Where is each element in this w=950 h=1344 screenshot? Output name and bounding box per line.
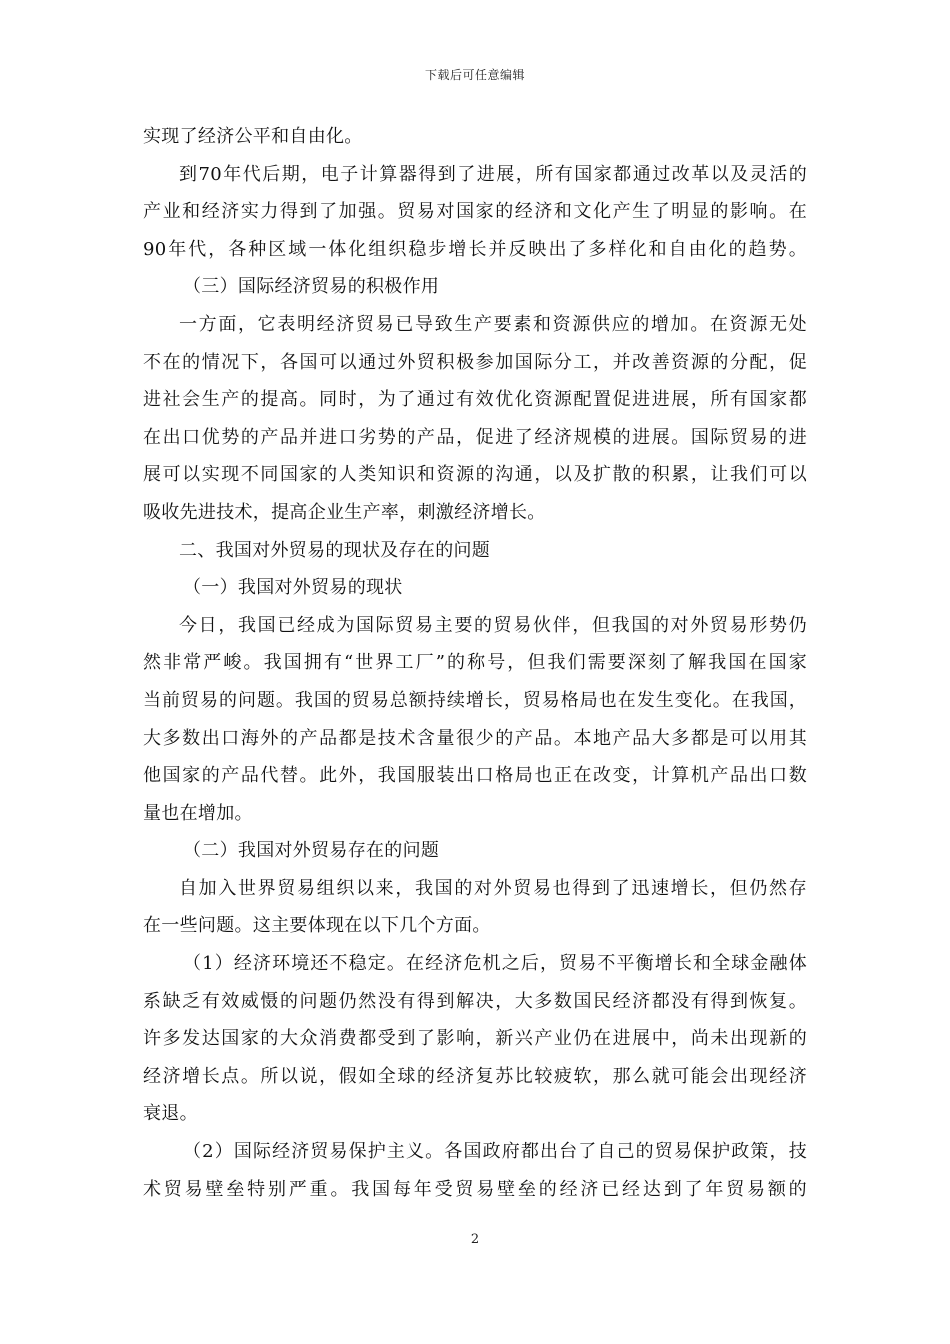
paragraph-line: 大多数出口海外的产品都是技术含量很少的产品。本地产品大多都是可以用其 [143,727,807,749]
paragraph-line: 在出口优势的产品并进口劣势的产品，促进了经济规模的进展。国际贸易的进 [143,426,807,448]
document-body [143,118,807,1208]
paragraph-line: 不在的情况下，各国可以通过外贸积极参加国际分工，并改善资源的分配，促 [143,351,807,373]
paragraph-line: 今日，我国已经成为国际贸易主要的贸易伙伴，但我国的对外贸易形势仍 [179,614,807,636]
paragraph-line: 当前贸易的问题。我国的贸易总额持续增长，贸易格局也在发生变化。在我国， [143,689,807,711]
paragraph-line: 产业和经济实力得到了加强。贸易对国家的经济和文化产生了明显的影响。在 [143,201,807,223]
page-header: 下载后可任意编辑 [424,68,525,82]
paragraph-line: 衰退。 [143,1103,198,1125]
section-heading: （一）我国对外贸易的现状 [183,577,403,599]
paragraph-line: 到70年代后期，电子计算器得到了进展，所有国家都通过改革以及灵活的 [179,163,807,185]
paragraph-line: 展可以实现不同国家的人类知识和资源的沟通，以及扩散的积累，让我们可以 [143,464,807,486]
paragraph-line: 系缺乏有效威慑的问题仍然没有得到解决，大多数国民经济都没有得到恢复。 [143,990,807,1012]
paragraph-line: 他国家的产品代替。此外，我国服装出口格局也正在改变，计算机产品出口数 [143,765,807,787]
paragraph-line: 术贸易壁垒特别严重。我国每年受贸易壁垒的经济已经达到了年贸易额的 [143,1178,807,1200]
paragraph-line: （1）经济环境还不稳定。在经济危机之后，贸易不平衡增长和全球金融体 [183,953,807,975]
page-number: 2 [470,1232,480,1247]
paragraph-line: 许多发达国家的大众消费都受到了影响，新兴产业仍在进展中，尚未出现新的 [143,1028,807,1050]
paragraph-line: 实现了经济公平和自由化。 [143,126,363,147]
paragraph-line: 量也在增加。 [143,802,253,824]
paragraph-line: 在一些问题。这主要体现在以下几个方面。 [143,915,491,937]
section-heading: （三）国际经济贸易的积极作用 [183,276,440,298]
paragraph-line: 进社会生产的提高。同时，为了通过有效优化资源配置促进进展，所有国家都 [143,389,807,411]
paragraph-line: 然非常严峻。我国拥有“世界工厂”的称号，但我们需要深刻了解我国在国家 [143,652,807,674]
paragraph-line: 一方面，它表明经济贸易已导致生产要素和资源供应的增加。在资源无处 [179,313,807,335]
section-heading: 二、我国对外贸易的现状及存在的问题 [179,539,491,561]
paragraph-line: 吸收先进技术，提高企业生产率，刺激经济增长。 [143,501,546,523]
paragraph-line: （2）国际经济贸易保护主义。各国政府都出台了自己的贸易保护政策，技 [183,1141,807,1163]
paragraph-line: 90年代，各种区域一体化组织稳步增长并反映出了多样化和自由化的趋势。 [143,238,807,260]
paragraph-line: 自加入世界贸易组织以来，我国的对外贸易也得到了迅速增长，但仍然存 [179,877,807,899]
paragraph-line: 经济增长点。所以说，假如全球的经济复苏比较疲软，那么就可能会出现经济 [143,1065,807,1087]
section-heading: （二）我国对外贸易存在的问题 [183,840,440,862]
